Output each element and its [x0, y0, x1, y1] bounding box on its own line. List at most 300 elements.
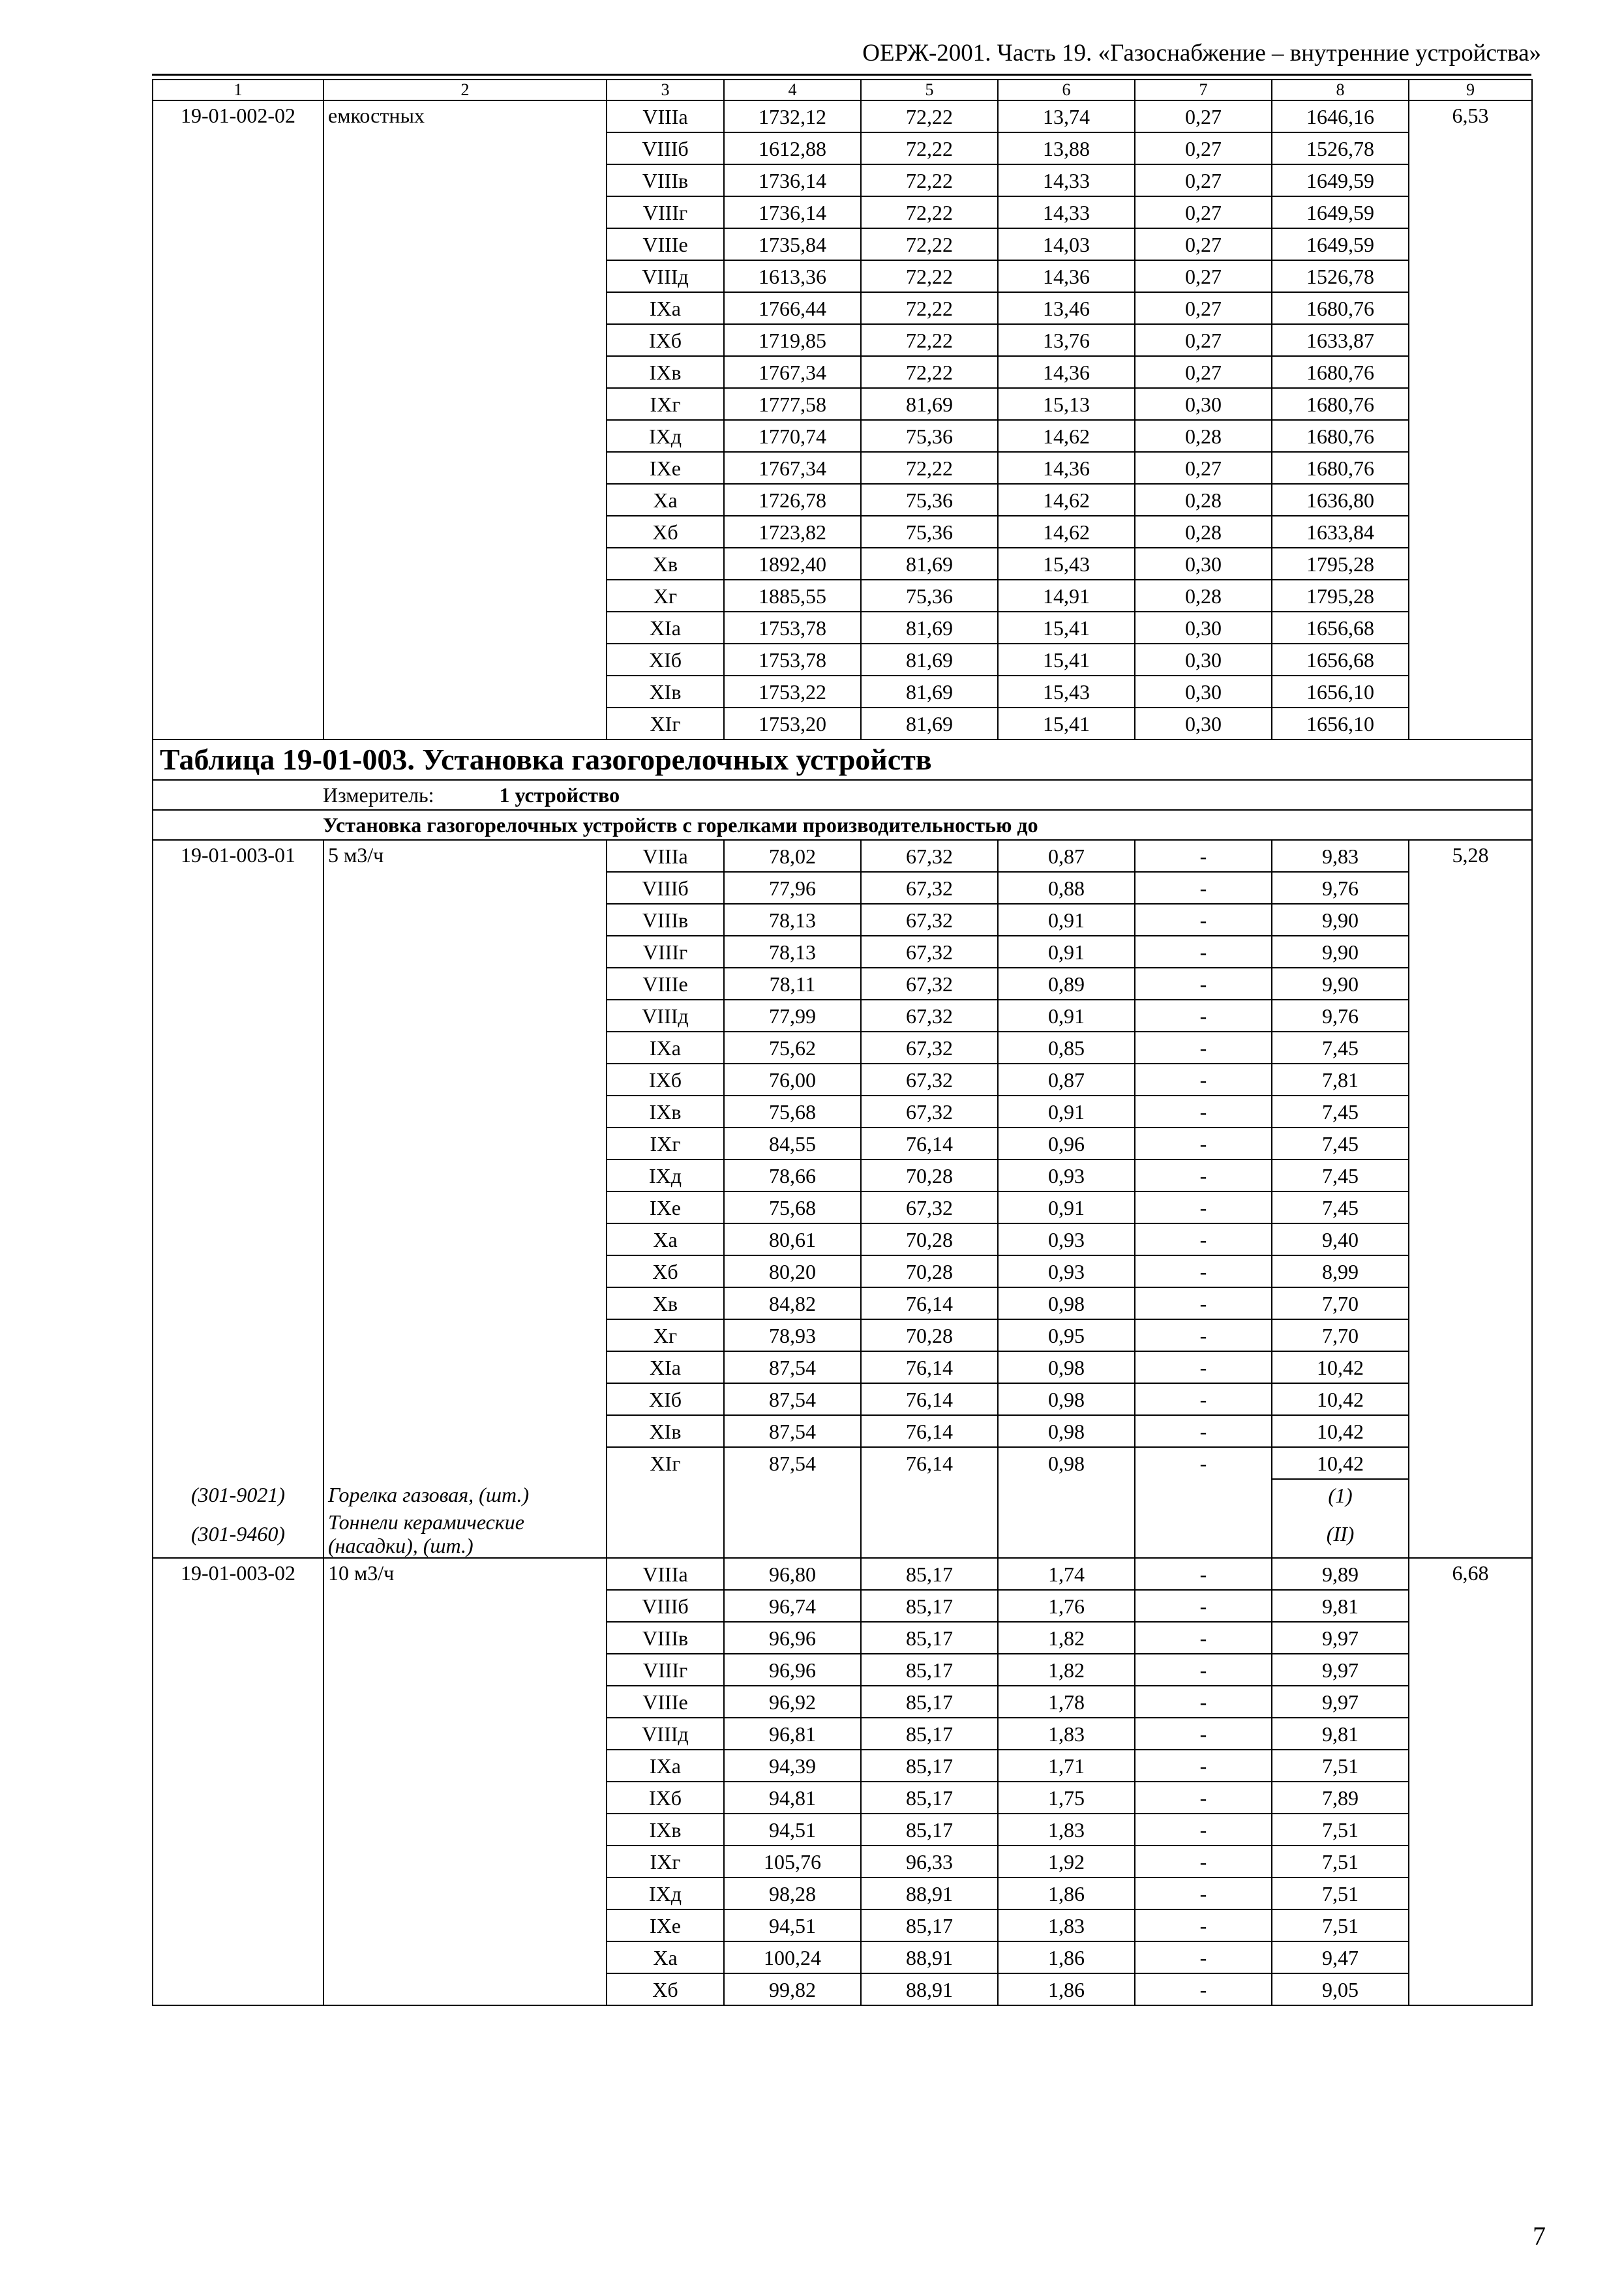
rates-table [152, 79, 1533, 2006]
value-cell: - [1135, 1351, 1272, 1383]
value-cell: 0,93 [998, 1159, 1135, 1191]
value-cell: 94,81 [724, 1782, 861, 1814]
value-cell: 75,36 [861, 484, 998, 516]
value-cell: 76,14 [861, 1415, 998, 1447]
value-cell: 7,45 [1272, 1032, 1409, 1064]
value-cell: 14,91 [998, 580, 1135, 612]
value-cell: 0,27 [1135, 260, 1272, 292]
value-cell: 1656,68 [1272, 644, 1409, 676]
value-cell: 85,17 [861, 1750, 998, 1782]
value-cell: 85,17 [861, 1622, 998, 1654]
value-cell: 67,32 [861, 840, 998, 872]
value-cell: 7,70 [1272, 1287, 1409, 1319]
zone-cell: VIIIг [607, 196, 724, 228]
value-cell: 75,36 [861, 580, 998, 612]
value-cell: 9,47 [1272, 1941, 1409, 1973]
value-cell: 0,30 [1135, 644, 1272, 676]
value-cell: 1649,59 [1272, 228, 1409, 260]
value-cell: 85,17 [861, 1782, 998, 1814]
value-cell: 96,80 [724, 1558, 861, 1590]
value-cell: 100,24 [724, 1941, 861, 1973]
value-cell: 1735,84 [724, 228, 861, 260]
value-cell: 0,27 [1135, 292, 1272, 324]
empty-cell [861, 1510, 998, 1558]
zone-cell: XIа [607, 612, 724, 644]
table-row [153, 100, 1532, 132]
value-cell: 1736,14 [724, 164, 861, 196]
zone-cell: Xв [607, 548, 724, 580]
value-cell: 67,32 [861, 968, 998, 1000]
measure-label: Измеритель: [323, 783, 434, 807]
value-cell: 75,36 [861, 516, 998, 548]
value-cell: - [1135, 1159, 1272, 1191]
zone-cell: XIа [607, 1351, 724, 1383]
value-cell: - [1135, 1782, 1272, 1814]
value-cell: 1636,80 [1272, 484, 1409, 516]
value-cell: 81,69 [861, 548, 998, 580]
value-cell: 1656,68 [1272, 612, 1409, 644]
zone-cell: Xа [607, 1941, 724, 1973]
value-cell: 77,96 [724, 872, 861, 904]
value-cell: 1,74 [998, 1558, 1135, 1590]
rate-description: 5 м3/ч [323, 840, 607, 1479]
zone-cell: Xб [607, 1255, 724, 1287]
zone-cell: VIIIе [607, 1686, 724, 1718]
value-cell: 1,75 [998, 1782, 1135, 1814]
group-title: Установка газогорелочных устройств с горелками производительностью до [153, 810, 1532, 840]
value-cell: 0,98 [998, 1287, 1135, 1319]
value-cell: 88,91 [861, 1878, 998, 1909]
value-cell: 76,14 [861, 1351, 998, 1383]
value-cell: 15,43 [998, 676, 1135, 708]
group-title-row [153, 810, 1532, 840]
rate-description: 10 м3/ч [323, 1558, 607, 2005]
value-cell: 1766,44 [724, 292, 861, 324]
value-cell: 1753,78 [724, 644, 861, 676]
value-cell: 0,98 [998, 1383, 1135, 1415]
value-cell: 0,30 [1135, 676, 1272, 708]
table-row [153, 1558, 1532, 1590]
value-cell: 75,62 [724, 1032, 861, 1064]
zone-cell: XIв [607, 676, 724, 708]
value-cell: 0,85 [998, 1032, 1135, 1064]
value-cell: 1680,76 [1272, 452, 1409, 484]
column-9-value: 6,68 [1409, 1558, 1532, 2005]
resource-quantity: (II) [1272, 1510, 1409, 1558]
zone-cell: IXв [607, 356, 724, 388]
value-cell: 81,69 [861, 612, 998, 644]
value-cell: 0,93 [998, 1223, 1135, 1255]
value-cell: 1795,28 [1272, 580, 1409, 612]
value-cell: 1680,76 [1272, 420, 1409, 452]
value-cell: 76,14 [861, 1383, 998, 1415]
value-cell: - [1135, 872, 1272, 904]
zone-cell: VIIIб [607, 872, 724, 904]
value-cell: - [1135, 1878, 1272, 1909]
value-cell: - [1135, 1000, 1272, 1032]
value-cell: 1633,87 [1272, 324, 1409, 356]
value-cell: 84,82 [724, 1287, 861, 1319]
zone-cell: VIIIа [607, 840, 724, 872]
value-cell: 14,33 [998, 196, 1135, 228]
value-cell: 9,97 [1272, 1622, 1409, 1654]
value-cell: 15,43 [998, 548, 1135, 580]
value-cell: 1,92 [998, 1846, 1135, 1878]
zone-cell: XIв [607, 1415, 724, 1447]
value-cell: - [1135, 1191, 1272, 1223]
value-cell: - [1135, 1846, 1272, 1878]
rate-code: 19-01-003-02 [153, 1558, 323, 2005]
rate-code: 19-01-003-01 [153, 840, 323, 1479]
value-cell: 0,27 [1135, 132, 1272, 164]
value-cell: - [1135, 1590, 1272, 1622]
value-cell: 85,17 [861, 1654, 998, 1686]
column-number: 3 [607, 80, 724, 100]
value-cell: 1753,78 [724, 612, 861, 644]
value-cell: 0,98 [998, 1351, 1135, 1383]
zone-cell: IXб [607, 1782, 724, 1814]
value-cell: 7,89 [1272, 1782, 1409, 1814]
value-cell: 81,69 [861, 708, 998, 740]
value-cell: 0,27 [1135, 100, 1272, 132]
value-cell: 85,17 [861, 1590, 998, 1622]
value-cell: 7,45 [1272, 1159, 1409, 1191]
value-cell: 0,96 [998, 1128, 1135, 1159]
zone-cell: IXб [607, 1064, 724, 1096]
empty-cell [724, 1510, 861, 1558]
zone-cell: IXг [607, 388, 724, 420]
header-rule [152, 74, 1531, 76]
value-cell: 13,74 [998, 100, 1135, 132]
value-cell: 81,69 [861, 388, 998, 420]
table-row [153, 840, 1532, 872]
value-cell: 1633,84 [1272, 516, 1409, 548]
zone-cell: VIIIа [607, 100, 724, 132]
column-number: 4 [724, 80, 861, 100]
value-cell: 87,54 [724, 1351, 861, 1383]
value-cell: 87,54 [724, 1447, 861, 1479]
value-cell: 84,55 [724, 1128, 861, 1159]
value-cell: 7,51 [1272, 1909, 1409, 1941]
value-cell: 0,89 [998, 968, 1135, 1000]
zone-cell: IXв [607, 1096, 724, 1128]
zone-cell: Xб [607, 516, 724, 548]
value-cell: 0,30 [1135, 388, 1272, 420]
value-cell: 80,61 [724, 1223, 861, 1255]
zone-cell: VIIIд [607, 1000, 724, 1032]
value-cell: 10,42 [1272, 1415, 1409, 1447]
value-cell: 76,14 [861, 1447, 998, 1479]
empty-cell [1135, 1479, 1272, 1510]
value-cell: 72,22 [861, 324, 998, 356]
zone-cell: IXа [607, 1750, 724, 1782]
value-cell: 88,91 [861, 1973, 998, 2005]
value-cell: 94,51 [724, 1909, 861, 1941]
value-cell: 72,22 [861, 132, 998, 164]
value-cell: 0,28 [1135, 420, 1272, 452]
value-cell: 1,86 [998, 1973, 1135, 2005]
resource-code: (301-9460) [153, 1510, 323, 1558]
value-cell: 96,96 [724, 1622, 861, 1654]
value-cell: 0,91 [998, 1000, 1135, 1032]
value-cell: 85,17 [861, 1718, 998, 1750]
value-cell: 10,42 [1272, 1383, 1409, 1415]
value-cell: 7,81 [1272, 1064, 1409, 1096]
page-number: 7 [1533, 2221, 1546, 2251]
zone-cell: IXе [607, 452, 724, 484]
value-cell: 0,27 [1135, 196, 1272, 228]
value-cell: 85,17 [861, 1686, 998, 1718]
value-cell: 7,45 [1272, 1128, 1409, 1159]
column-number: 7 [1135, 80, 1272, 100]
value-cell: 1649,59 [1272, 164, 1409, 196]
zone-cell: XIб [607, 644, 724, 676]
value-cell: 7,45 [1272, 1191, 1409, 1223]
value-cell: 0,28 [1135, 516, 1272, 548]
measure-row [153, 780, 1532, 810]
zone-cell: VIIIв [607, 904, 724, 936]
value-cell: 1753,20 [724, 708, 861, 740]
value-cell: - [1135, 1814, 1272, 1846]
value-cell: 87,54 [724, 1415, 861, 1447]
value-cell: 75,68 [724, 1096, 861, 1128]
empty-cell [607, 1479, 724, 1510]
measure-cell [153, 780, 1532, 810]
resource-name: Горелка газовая, (шт.) [323, 1479, 607, 1510]
value-cell: 14,62 [998, 484, 1135, 516]
value-cell: 10,42 [1272, 1351, 1409, 1383]
value-cell: 9,89 [1272, 1558, 1409, 1590]
value-cell: 9,81 [1272, 1718, 1409, 1750]
value-cell: 1767,34 [724, 356, 861, 388]
value-cell: 9,97 [1272, 1686, 1409, 1718]
value-cell: 0,91 [998, 1096, 1135, 1128]
value-cell: 1,86 [998, 1941, 1135, 1973]
value-cell: 7,51 [1272, 1878, 1409, 1909]
value-cell: 96,74 [724, 1590, 861, 1622]
value-cell: 98,28 [724, 1878, 861, 1909]
value-cell: 96,96 [724, 1654, 861, 1686]
value-cell: 67,32 [861, 1096, 998, 1128]
value-cell: 0,98 [998, 1447, 1135, 1479]
zone-cell: VIIIд [607, 1718, 724, 1750]
value-cell: 1777,58 [724, 388, 861, 420]
value-cell: 67,32 [861, 1064, 998, 1096]
value-cell: 99,82 [724, 1973, 861, 2005]
value-cell: 0,30 [1135, 708, 1272, 740]
value-cell: 1885,55 [724, 580, 861, 612]
value-cell: 1680,76 [1272, 292, 1409, 324]
value-cell: 78,66 [724, 1159, 861, 1191]
zone-cell: VIIIе [607, 968, 724, 1000]
table-title: Таблица 19-01-003. Установка газогорелочных устройств [153, 740, 1532, 780]
value-cell: 1,78 [998, 1686, 1135, 1718]
value-cell: 78,13 [724, 936, 861, 968]
value-cell: 76,14 [861, 1128, 998, 1159]
value-cell: 72,22 [861, 164, 998, 196]
value-cell: 1613,36 [724, 260, 861, 292]
value-cell: 1753,22 [724, 676, 861, 708]
value-cell: - [1135, 1750, 1272, 1782]
empty-cell [861, 1479, 998, 1510]
value-cell: 14,03 [998, 228, 1135, 260]
resource-row [153, 1479, 1532, 1510]
value-cell: 13,46 [998, 292, 1135, 324]
value-cell: 72,22 [861, 260, 998, 292]
value-cell: 1726,78 [724, 484, 861, 516]
value-cell: 0,30 [1135, 548, 1272, 580]
zone-cell: VIIIа [607, 1558, 724, 1590]
value-cell: - [1135, 1941, 1272, 1973]
value-cell: 88,91 [861, 1941, 998, 1973]
zone-cell: Xг [607, 1319, 724, 1351]
value-cell: 1719,85 [724, 324, 861, 356]
value-cell: 72,22 [861, 196, 998, 228]
value-cell: 0,27 [1135, 452, 1272, 484]
value-cell: 0,27 [1135, 324, 1272, 356]
column-number: 8 [1272, 80, 1409, 100]
value-cell: 9,90 [1272, 968, 1409, 1000]
value-cell: 1,71 [998, 1750, 1135, 1782]
column-number: 2 [323, 80, 607, 100]
value-cell: - [1135, 1287, 1272, 1319]
zone-cell: IXд [607, 420, 724, 452]
value-cell: 105,76 [724, 1846, 861, 1878]
value-cell: - [1135, 1686, 1272, 1718]
value-cell: 7,45 [1272, 1096, 1409, 1128]
zone-cell: VIIIд [607, 260, 724, 292]
value-cell: 67,32 [861, 936, 998, 968]
value-cell: - [1135, 1909, 1272, 1941]
value-cell: 13,76 [998, 324, 1135, 356]
value-cell: 67,32 [861, 1191, 998, 1223]
value-cell: 67,32 [861, 1032, 998, 1064]
value-cell: 15,41 [998, 708, 1135, 740]
zone-cell: IXа [607, 1032, 724, 1064]
value-cell: - [1135, 1654, 1272, 1686]
zone-cell: IXд [607, 1878, 724, 1909]
value-cell: 78,93 [724, 1319, 861, 1351]
value-cell: 1767,34 [724, 452, 861, 484]
zone-cell: XIб [607, 1383, 724, 1415]
zone-cell: VIIIб [607, 132, 724, 164]
zone-cell: VIIIе [607, 228, 724, 260]
value-cell: 72,22 [861, 228, 998, 260]
resource-row [153, 1510, 1532, 1558]
value-cell: 1,82 [998, 1622, 1135, 1654]
column-number: 5 [861, 80, 998, 100]
value-cell: 10,42 [1272, 1447, 1409, 1479]
value-cell: 0,93 [998, 1255, 1135, 1287]
value-cell: 85,17 [861, 1558, 998, 1590]
value-cell: 1,83 [998, 1814, 1135, 1846]
value-cell: 1892,40 [724, 548, 861, 580]
zone-cell: IXг [607, 1128, 724, 1159]
column-9-value: 5,28 [1409, 840, 1532, 1558]
value-cell: 1526,78 [1272, 260, 1409, 292]
value-cell: 72,22 [861, 452, 998, 484]
value-cell: 0,87 [998, 1064, 1135, 1096]
zone-cell: IXе [607, 1909, 724, 1941]
value-cell: 81,69 [861, 644, 998, 676]
zone-cell: VIIIб [607, 1590, 724, 1622]
value-cell: 1732,12 [724, 100, 861, 132]
value-cell: 76,00 [724, 1064, 861, 1096]
zone-cell: Xб [607, 1973, 724, 2005]
empty-cell [1135, 1510, 1272, 1558]
value-cell: 67,32 [861, 1000, 998, 1032]
value-cell: 9,97 [1272, 1654, 1409, 1686]
resource-quantity: (1) [1272, 1479, 1409, 1510]
value-cell: 75,68 [724, 1191, 861, 1223]
value-cell: 14,62 [998, 516, 1135, 548]
zone-cell: IXб [607, 324, 724, 356]
value-cell: 7,51 [1272, 1750, 1409, 1782]
value-cell: 67,32 [861, 872, 998, 904]
value-cell: 78,11 [724, 968, 861, 1000]
value-cell: 1,83 [998, 1909, 1135, 1941]
value-cell: 96,92 [724, 1686, 861, 1718]
value-cell: 85,17 [861, 1814, 998, 1846]
value-cell: - [1135, 1096, 1272, 1128]
rate-description: емкостных [323, 100, 607, 740]
zone-cell: VIIIг [607, 1654, 724, 1686]
value-cell: 1656,10 [1272, 708, 1409, 740]
value-cell: 0,27 [1135, 164, 1272, 196]
value-cell: 1,83 [998, 1718, 1135, 1750]
value-cell: 1736,14 [724, 196, 861, 228]
value-cell: - [1135, 1064, 1272, 1096]
value-cell: 14,36 [998, 452, 1135, 484]
value-cell: 72,22 [861, 100, 998, 132]
value-cell: 9,05 [1272, 1973, 1409, 2005]
document-header: ОЕРЖ-2001. Часть 19. «Газоснабжение – внутренние устройства» [862, 40, 1541, 67]
value-cell: 76,14 [861, 1287, 998, 1319]
column-number-row [153, 80, 1532, 100]
value-cell: 0,88 [998, 872, 1135, 904]
value-cell: 85,17 [861, 1909, 998, 1941]
value-cell: 1,76 [998, 1590, 1135, 1622]
value-cell: 75,36 [861, 420, 998, 452]
value-cell: 78,13 [724, 904, 861, 936]
zone-cell: XIг [607, 708, 724, 740]
value-cell: 1680,76 [1272, 356, 1409, 388]
value-cell: 1770,74 [724, 420, 861, 452]
value-cell: 0,27 [1135, 356, 1272, 388]
value-cell: 1795,28 [1272, 548, 1409, 580]
value-cell: 0,28 [1135, 484, 1272, 516]
value-cell: 96,81 [724, 1718, 861, 1750]
resource-name: Тоннели керамические (насадки), (шт.) [323, 1510, 607, 1558]
value-cell: - [1135, 1622, 1272, 1654]
value-cell: - [1135, 1973, 1272, 2005]
value-cell: 81,69 [861, 676, 998, 708]
value-cell: 13,88 [998, 132, 1135, 164]
value-cell: 0,95 [998, 1319, 1135, 1351]
value-cell: 1680,76 [1272, 388, 1409, 420]
value-cell: 0,91 [998, 904, 1135, 936]
value-cell: 0,98 [998, 1415, 1135, 1447]
zone-cell: XIг [607, 1447, 724, 1479]
value-cell: - [1135, 1128, 1272, 1159]
zone-cell: Xа [607, 1223, 724, 1255]
value-cell: 78,02 [724, 840, 861, 872]
zone-cell: Xв [607, 1287, 724, 1319]
value-cell: - [1135, 1447, 1272, 1479]
value-cell: - [1135, 1255, 1272, 1287]
value-cell: 77,99 [724, 1000, 861, 1032]
value-cell: 9,40 [1272, 1223, 1409, 1255]
